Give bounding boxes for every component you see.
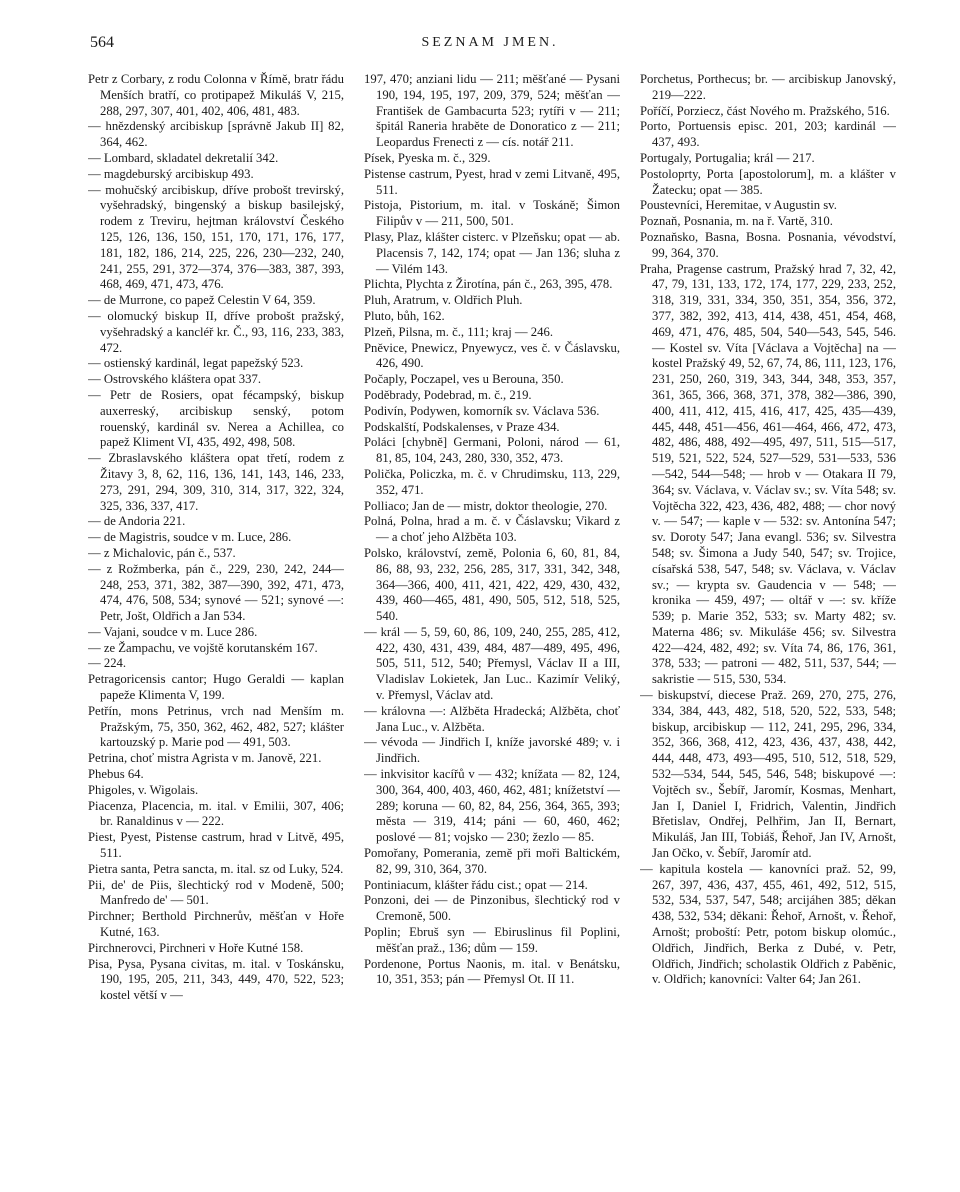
index-entry: Plzeň, Pilsna, m. č., 111; kraj — 246. <box>364 324 553 339</box>
index-entry: Počaply, Poczapel, ves u Berouna, 350. <box>364 372 564 387</box>
index-entry: — hnězdenský arcibiskup [správně Jakub II] 82, 364, 462. <box>88 119 344 150</box>
index-entry: — z Rožmberka, pán č., 229, 230, 242, 244—248, 253, 371, 382, 387—390, 392, 471, 473, 474, 476, 508, 534; synové — 521; synové —: Petr, Jošt, Oldřich a Jan 534. <box>88 561 344 624</box>
index-entry: Ponzoni, dei — de Pinzonibus, šlechtický rod v Cremoně, 500. <box>364 893 620 924</box>
index-entry: — magdeburský arcibiskup 493. <box>88 166 254 181</box>
index-entry: — olomucký biskup II, dříve probošt pražský, vyšehradský a kancléř kr. Č., 93, 116, 233, 383, 472. <box>88 308 344 355</box>
index-entry: — Zbraslavského kláštera opat třetí, rodem z Žitavy 3, 8, 62, 116, 136, 141, 143, 146, 233, 273, 291, 294, 309, 310, 314, 317, 322, 324, 325, 336, 337, 417. <box>88 451 344 513</box>
index-entry: Pietra santa, Petra sancta, m. ital. sz od Luky, 524. <box>88 861 344 876</box>
index-entry: Pirchnerovci, Pirchneri v Hoře Kutné 158. <box>88 940 304 955</box>
index-entry: Praha, Pragense castrum, Pražský hrad 7, 32, 42, 47, 79, 131, 133, 172, 174, 177, 229, 233, 252, 318, 319, 331, 334, 350, 351, 354, 356, 372, 377, 382, 392, 413, 414, 438, 451, 454, 468, 469, 471, 476, 485, 504, 540—543, 545, 546. — Kostel sv. Víta [Václava a Vojtěcha] na — kostel Pražský 49, 52, 67, 74, 86, 111, 123, 176, 231, 250, 260, 319, 343, 344, 348, 353, 357, 361, 365, 366, 368, 371, 378, 382—386, 390, 400, 411, 412, 415, 416, 417, 425, 435—439, 445, 448, 451—456, 461—464, 466, 472, 473, 482, 486, 488, 492—495, 497, 511, 515—517, 519, 521, 522, 524, 527—529, 531—533, 536—542, 544—548; — hrob v — Otakara II 79, 364; sv. Václava, v. Václav sv.; sv. Víta 548; sv. Vojtěcha 322, 423, 436, 482, 488; — chor nový v. — 547; — kaple v — 532: sv. Antonína 547; sv. Doroty 547; Jana evangl. 536; sv. Silvestra 548; sv. Šimona a Judy 540, 547; sv. Trojice, císařská 538, 547, 548; sv. Václava, v. Václav sv.; — krypta sv. Gaudencia v — 548; — kronika — 459, 497; — oltář v —: sv. kříže 539; p. Marie 352, 533; sv. Marty 482; sv. Materna 486; sv. Mikuláše 456; sv. Silvestra 422—424, 482, 492; sv. Víta 74, 86, 176, 361, 378, 533; — patroni — 482, 511, 537, 544; — sakristie — 515, 530, 534. <box>640 261 896 687</box>
index-entry: Polná, Polna, hrad a m. č. v Čáslavsku; Vikard z — a choť jeho Alžběta 103. <box>364 514 620 545</box>
index-entry: — inkvisitor kacířů v — 432; knížata — 82, 124, 300, 364, 400, 403, 460, 462, 481; knížetství — 289; koruna — 60, 82, 84, 256, 364, 365, 393; města — 319, 414; páni — 60, 460, 462; poslové — 81; vojsko — 230; žezlo — 85. <box>364 767 620 845</box>
index-entry: Poustevníci, Heremitae, v Augustin sv. <box>640 198 837 213</box>
index-entry: Poznaň, Posnania, m. na ř. Vartě, 310. <box>640 214 833 229</box>
index-entry: Poplin; Ebruš syn — Ebiruslinus fil Poplini, měšťan praž., 136; dům — 159. <box>364 925 620 955</box>
index-entry: Polliaco; Jan de — mistr, doktor theologie, 270. <box>364 498 608 513</box>
index-entry: Porto, Portuensis episc. 201, 203; kardinál — 437, 493. <box>640 119 896 150</box>
index-entry: Písek, Pyeska m. č., 329. <box>364 150 491 165</box>
index-entry: Petřín, mons Petrinus, vrch nad Menším m. Pražským, 75, 350, 362, 462, 482, 527; klášter kartouzský p. Marie pod — 491, 503. <box>88 703 344 750</box>
index-entry: — ostienský kardinál, legat papežský 523. <box>88 356 304 371</box>
index-entry: Pluh, Aratrum, v. Oldřich Pluh. <box>364 293 523 308</box>
page-number: 564 <box>90 34 114 51</box>
index-entry: — kapitula kostela — kanovníci praž. 52, 99, 267, 397, 436, 437, 455, 461, 492, 512, 515, 532, 534, 537, 547, 548; arcijáhen 385; děkan 438, 532, 534; děkani: Řehoř, Arnošt, v. Řehoř, Arnošt; proboští: Petr, potom biskup olomúc., Oldřich, Jindřich, Berka z Dubé, v. Petr, Oldřich, Jindřich; scholastik Oldřich z Paběnic, v. Oldřich; kanovníci: Valter 64; Jan 261. <box>640 861 896 987</box>
index-entry: Petragoricensis cantor; Hugo Geraldi — kaplan papeže Klimenta V, 199. <box>88 672 344 703</box>
index-entry: — král — 5, 59, 60, 86, 109, 240, 255, 285, 412, 422, 430, 431, 439, 484, 487—489, 495, 496, 505, 511, 512, 540; Přemysl, Václav II a III, Vladislav Lokietek, Jan Luc.. Kazimír Veliký, v. Přemysl, Václav atd. <box>364 624 620 703</box>
index-entry: — z Michalovic, pán č., 537. <box>88 545 236 560</box>
index-entry: Pisa, Pysa, Pysana civitas, m. ital. v Toskánsku, 190, 195, 205, 211, 343, 449, 470, 522, 523; kostel větší v — <box>88 956 344 1003</box>
page-header <box>90 34 890 54</box>
index-entry: Pomořany, Pomerania, země při moři Baltickém, 82, 99, 310, 364, 370. <box>364 846 620 876</box>
index-entry: — vévoda — Jindřich I, kníže javorské 489; v. i Jindřich. <box>364 735 620 766</box>
index-entry: Pontiniacum, klášter řádu cist.; opat — 214. <box>364 877 588 892</box>
index-entry: Postoloprty, Porta [apostolorum], m. a klášter v Žatecku; opat — 385. <box>640 166 896 197</box>
index-entry: Plasy, Plaz, klášter cisterc. v Plzeňsku; opat — ab. Placensis 7, 142, 174; opat — Jan 136; sluha z — Vilém 143. <box>364 229 620 276</box>
index-entry: Phebus 64. <box>88 767 144 782</box>
index-entry: Phigoles, v. Wigolais. <box>88 782 199 797</box>
index-entry: Piacenza, Placencia, m. ital. v Emilii, 307, 406; br. Ranaldinus v — 222. <box>88 798 344 829</box>
index-entry: Pistoja, Pistorium, m. ital. v Toskáně; Šimon Filipův v — 211, 500, 501. <box>364 198 620 229</box>
index-entry: — ze Žampachu, ve vojště korutanském 167. <box>88 640 318 655</box>
index-entry: — Lombard, skladatel dekretalií 342. <box>88 150 279 165</box>
index-entry: Poříčí, Porziecz, část Nového m. Pražského, 516. <box>640 103 890 118</box>
index-entry: Pistense castrum, Pyest, hrad v zemi Litvaně, 495, 511. <box>364 166 620 197</box>
running-title: SEZNAM JMEN. <box>421 35 559 50</box>
index-entry: — de Magistris, soudce v m. Luce, 286. <box>88 530 292 545</box>
index-entry: Piest, Pyest, Pistense castrum, hrad v Litvě, 495, 511. <box>88 830 344 861</box>
index-column <box>640 72 896 1162</box>
index-entry: Pii, de' de Piis, šlechtický rod v Modeně, 500; Manfredo de' — 501. <box>88 877 344 908</box>
index-column <box>88 72 344 1162</box>
index-entry: Pluto, bůh, 162. <box>364 308 445 323</box>
index-entry: Petr z Corbary, z rodu Colonna v Římě, bratr řádu Menších bratří, co protipapež Mikuláš V, 215, 288, 297, 307, 401, 402, 406, 481, 483. <box>88 72 344 118</box>
index-entry: — Vajani, soudce v m. Luce 286. <box>88 624 258 639</box>
index-entry: Petrina, choť mistra Agrista v m. Janově, 221. <box>88 751 322 766</box>
index-entry: — de Andoria 221. <box>88 514 186 529</box>
index-entry: — mohučský arcibiskup, dříve probošt trevirský, vyšehradský, bingenský a biskup basilejský, rodem z Treviru, hejtman království Českého 125, 126, 136, 150, 151, 170, 171, 176, 177, 181, 182, 186, 214, 225, 226, 230—232, 240, 241, 255, 291, 372—374, 376—383, 387, 393, 468, 469, 471, 473, 476. <box>88 182 344 292</box>
index-entry: Poláci [chybně] Germani, Poloni, národ — 61, 81, 85, 104, 243, 280, 330, 352, 473. <box>364 435 620 466</box>
index-entry: — Petr de Rosiers, opat fécampský, biskup auxerreský, arcibiskup senský, potom rouenský, kardinál sv. Nerea a Achillea, co papež Kliment VI, 435, 492, 498, 508. <box>88 387 344 450</box>
index-entry: 197, 470; anziani lidu — 211; měšťané — Pysani 190, 194, 195, 197, 209, 379, 524; měšťan — František de Gambacurta 523; rytíři v — 211; špitál Raneria hraběte de Donoratico z — 211; Leopardus Frenecti z — cís. notář 211. <box>364 72 620 150</box>
index-entry: Plichta, Plychta z Žirotína, pán č., 263, 395, 478. <box>364 277 613 292</box>
index-columns <box>88 72 896 1162</box>
index-entry: Pněvice, Pnewicz, Pnyewycz, ves č. v Čáslavsku, 426, 490. <box>364 340 620 371</box>
index-entry: Poděbrady, Podebrad, m. č., 219. <box>364 387 532 402</box>
index-entry: — Ostrovského kláštera opat 337. <box>88 372 262 387</box>
index-entry: Podskalští, Podskalenses, v Praze 434. <box>364 419 560 434</box>
index-entry: — de Murrone, co papež Celestin V 64, 359. <box>88 293 316 308</box>
index-entry: Pordenone, Portus Naonis, m. ital. v Benátsku, 10, 351, 353; pán — Přemysl Ot. II 11. <box>364 956 620 987</box>
index-entry: — biskupství, diecese Praž. 269, 270, 275, 276, 334, 384, 443, 482, 518, 520, 522, 533, 548; biskup, arcibiskup — 112, 241, 295, 296, 334, 352, 366, 368, 412, 423, 436, 437, 438, 442, 444, 448, 473, 493—495, 510, 512, 518, 529, 532—534, 544, 545, 546, 548; biskupové —: Vojtěch sv., Šebíř, Jaromír, Kosmas, Menhart, Jan I, Daniel I, Fridrich, Valentin, Jindřich Břetislav, Ondřej, Pelhřim, Jan II, Bernart, Mikuláš, Jan III, Tobiáš, Řehoř, Jan IV, Arnošt, Jan Očko, v. Šebíř, Jaromír atd. <box>640 688 896 861</box>
index-entry: Podivín, Podywen, komorník sv. Václava 536. <box>364 403 600 418</box>
index-entry: Poznaňsko, Basna, Bosna. Posnania, vévodství, 99, 364, 370. <box>640 229 896 260</box>
index-entry: Polička, Policzka, m. č. v Chrudimsku, 113, 229, 352, 471. <box>364 466 620 497</box>
index-column <box>364 72 620 1162</box>
index-entry: — královna —: Alžběta Hradecká; Alžběta, choť Jana Luc., v. Alžběta. <box>364 703 620 734</box>
index-entry: Pirchner; Berthold Pirchnerův, měšťan v Hoře Kutné, 163. <box>88 909 344 940</box>
index-entry: — 224. <box>88 656 127 671</box>
index-entry: Polsko, království, země, Polonia 6, 60, 81, 84, 86, 88, 93, 232, 256, 285, 317, 331, 342, 348, 364—366, 400, 411, 421, 422, 429, 430, 432, 439, 460—465, 481, 490, 505, 512, 518, 525, 540. <box>364 545 620 624</box>
index-entry: Porchetus, Porthecus; br. — arcibiskup Janovský, 219—222. <box>640 72 896 102</box>
index-entry: Portugaly, Portugalia; král — 217. <box>640 150 815 165</box>
